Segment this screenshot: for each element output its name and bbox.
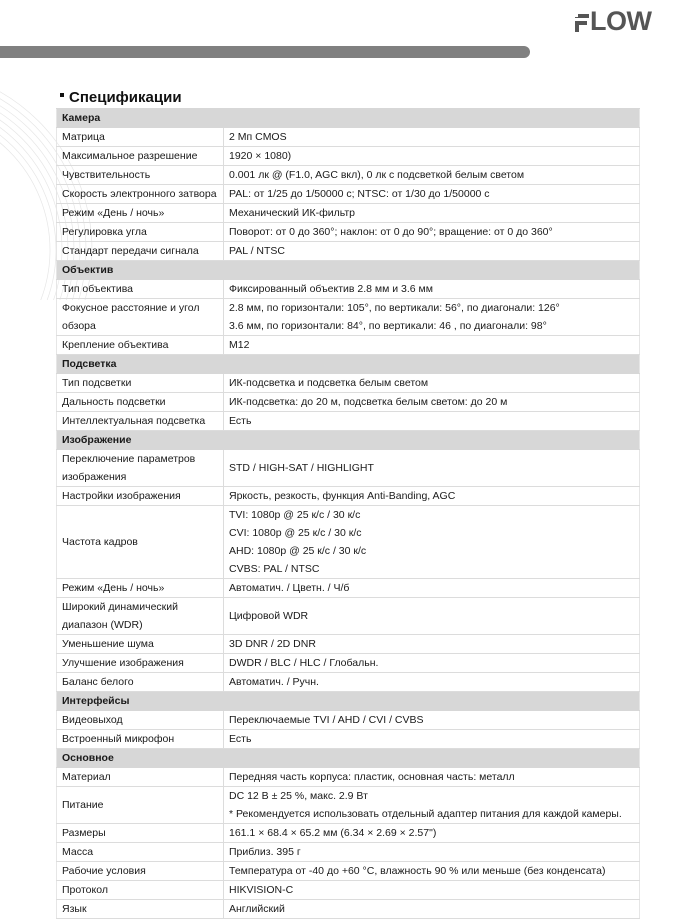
table-row	[57, 393, 640, 412]
spec-key	[57, 204, 224, 223]
spec-key-line: Режим «День / ночь»	[62, 582, 165, 594]
spec-value-line: 3D DNR / 2D DNR	[229, 638, 316, 650]
spec-key	[57, 787, 224, 824]
spec-key-line: Тип объектива	[62, 283, 134, 295]
spec-value-line: 161.1 × 68.4 × 65.2 мм (6.34 × 2.69 × 2.57")	[229, 827, 437, 839]
spec-key	[57, 450, 224, 487]
spec-key	[57, 166, 224, 185]
spec-value	[224, 579, 640, 598]
section-header	[57, 692, 640, 711]
spec-value	[224, 242, 640, 261]
spec-key-line: Настройки изображения	[62, 490, 181, 502]
table-row	[57, 147, 640, 166]
logo-mark-icon	[574, 14, 590, 32]
spec-key-line: Масса	[62, 846, 94, 858]
table-row	[57, 654, 640, 673]
spec-value	[224, 299, 640, 336]
section-header	[57, 109, 640, 128]
spec-key	[57, 673, 224, 692]
table-row	[57, 487, 640, 506]
spec-key-line: Чувствительность	[62, 169, 151, 181]
table-row	[57, 787, 640, 824]
section-title: Основное	[57, 749, 640, 768]
table-row	[57, 374, 640, 393]
spec-value	[224, 393, 640, 412]
spec-key-line: Скорость электронного затвора	[62, 188, 217, 200]
spec-key-line: Интеллектуальная подсветка	[62, 415, 206, 427]
spec-value	[224, 768, 640, 787]
spec-value-line: HIKVISION-C	[229, 884, 294, 896]
spec-key	[57, 147, 224, 166]
spec-value-line: ИК-подсветка: до 20 м, подсветка белым светом: до 20 м	[229, 396, 508, 408]
spec-value-line: Температура от -40 до +60 °C, влажность 90 % или меньше (без конденсата)	[229, 865, 606, 877]
spec-value-line: 0.001 лк @ (F1.0, AGC вкл), 0 лк с подсветкой белым светом	[229, 169, 525, 181]
spec-key-line: Крепление объектива	[62, 339, 169, 351]
spec-key	[57, 824, 224, 843]
page-title-text: Спецификации	[69, 89, 182, 106]
spec-value-line: Цифровой WDR	[229, 610, 309, 622]
spec-value	[224, 730, 640, 749]
spec-value-line: 2 Мп CMOS	[229, 131, 287, 143]
spec-value-line: M12	[229, 339, 250, 351]
spec-value	[224, 487, 640, 506]
spec-value-line: Поворот: от 0 до 360°; наклон: от 0 до 90°; вращение: от 0 до 360°	[229, 226, 553, 238]
table-row	[57, 824, 640, 843]
spec-key-line: Протокол	[62, 884, 108, 896]
spec-key	[57, 299, 224, 336]
spec-value	[224, 824, 640, 843]
spec-key-line: обзора	[62, 320, 96, 332]
spec-key-line: Регулировка угла	[62, 226, 147, 238]
spec-key-line: Улучшение изображения	[62, 657, 184, 669]
spec-key-line: Рабочие условия	[62, 865, 146, 877]
spec-key	[57, 506, 224, 579]
spec-key	[57, 900, 224, 919]
spec-value	[224, 450, 640, 487]
spec-key-line: Тип подсветки	[62, 377, 132, 389]
table-row	[57, 506, 640, 579]
spec-value	[224, 204, 640, 223]
spec-key	[57, 412, 224, 431]
spec-value-line: CVBS: PAL / NTSC	[229, 563, 320, 575]
spec-value	[224, 166, 640, 185]
spec-value	[224, 787, 640, 824]
spec-value	[224, 598, 640, 635]
spec-value-line: 1920 × 1080)	[229, 150, 292, 162]
spec-value-line: ИК-подсветка и подсветка белым светом	[229, 377, 429, 389]
spec-key	[57, 862, 224, 881]
table-row	[57, 336, 640, 355]
spec-key-line: Материал	[62, 771, 111, 783]
spec-key-line: Язык	[62, 903, 87, 915]
section-title: Камера	[57, 109, 640, 128]
spec-value	[224, 374, 640, 393]
page-title	[60, 88, 182, 108]
section-header	[57, 431, 640, 450]
spec-key	[57, 487, 224, 506]
spec-key-line: изображения	[62, 471, 127, 483]
table-row	[57, 579, 640, 598]
spec-value-line: Передняя часть корпуса: пластик, основная часть: металл	[229, 771, 515, 783]
spec-key-line: Режим «День / ночь»	[62, 207, 165, 219]
spec-key	[57, 280, 224, 299]
spec-key-line: Переключение параметров	[62, 453, 196, 465]
logo-text: LOW	[590, 6, 652, 36]
table-row	[57, 843, 640, 862]
spec-key-line: Широкий динамический	[62, 601, 179, 613]
spec-value-line: Яркость, резкость, функция Anti-Banding, AGC	[229, 490, 456, 502]
spec-key	[57, 598, 224, 635]
table-row	[57, 450, 640, 487]
table-row	[57, 299, 640, 336]
bullet-icon	[60, 93, 64, 97]
spec-key	[57, 579, 224, 598]
spec-key-line: Стандарт передачи сигнала	[62, 245, 199, 257]
spec-key	[57, 242, 224, 261]
spec-key	[57, 185, 224, 204]
spec-key	[57, 336, 224, 355]
spec-value-line: Есть	[229, 733, 252, 745]
spec-key-line: диапазон (WDR)	[62, 619, 143, 631]
spec-value	[224, 147, 640, 166]
table-row	[57, 280, 640, 299]
spec-value	[224, 654, 640, 673]
table-row	[57, 242, 640, 261]
spec-value-line: PAL: от 1/25 до 1/50000 с; NTSC: от 1/30 до 1/50000 с	[229, 188, 490, 200]
spec-key	[57, 768, 224, 787]
section-title: Объектив	[57, 261, 640, 280]
table-row	[57, 711, 640, 730]
spec-value	[224, 336, 640, 355]
spec-key	[57, 654, 224, 673]
spec-value-line: DWDR / BLC / HLC / Глобальн.	[229, 657, 379, 669]
spec-value-line: AHD: 1080p @ 25 к/с / 30 к/с	[229, 545, 367, 557]
spec-key-line: Максимальное разрешение	[62, 150, 198, 162]
table-row	[57, 900, 640, 919]
spec-value-line: Автоматич. / Цветн. / Ч/б	[229, 582, 350, 594]
table-row	[57, 223, 640, 242]
spec-value	[224, 862, 640, 881]
spec-key-line: Уменьшение шума	[62, 638, 154, 650]
table-row	[57, 412, 640, 431]
section-header	[57, 749, 640, 768]
spec-table	[56, 108, 640, 919]
spec-key	[57, 730, 224, 749]
spec-key	[57, 881, 224, 900]
table-row	[57, 730, 640, 749]
spec-key	[57, 223, 224, 242]
spec-value	[224, 881, 640, 900]
table-row	[57, 768, 640, 787]
spec-value-line: * Рекомендуется использовать отдельный адаптер питания для каждой камеры.	[229, 808, 622, 820]
spec-key-line: Матрица	[62, 131, 105, 143]
table-row	[57, 204, 640, 223]
spec-value	[224, 128, 640, 147]
spec-value-line: TVI: 1080p @ 25 к/с / 30 к/с	[229, 509, 361, 521]
section-header	[57, 355, 640, 374]
spec-key	[57, 843, 224, 862]
spec-key-line: Баланс белого	[62, 676, 134, 688]
section-title: Подсветка	[57, 355, 640, 374]
spec-value	[224, 711, 640, 730]
table-row	[57, 128, 640, 147]
section-title: Изображение	[57, 431, 640, 450]
spec-key	[57, 393, 224, 412]
spec-value-line: CVI: 1080p @ 25 к/с / 30 к/с	[229, 527, 362, 539]
spec-value-line: PAL / NTSC	[229, 245, 286, 257]
brand-logo	[574, 6, 656, 36]
spec-key-line: Видеовыход	[62, 714, 123, 726]
spec-key-line: Фокусное расстояние и угол	[62, 302, 200, 314]
table-row	[57, 166, 640, 185]
spec-value	[224, 506, 640, 579]
spec-key	[57, 635, 224, 654]
spec-value	[224, 280, 640, 299]
section-header	[57, 261, 640, 280]
spec-value	[224, 412, 640, 431]
section-title: Интерфейсы	[57, 692, 640, 711]
spec-key-line: Встроенный микрофон	[62, 733, 175, 745]
spec-value	[224, 635, 640, 654]
spec-value-line: DC 12 В ± 25 %, макс. 2.9 Вт	[229, 790, 368, 802]
spec-key-line: Питание	[62, 799, 104, 811]
spec-value-line: Механический ИК-фильтр	[229, 207, 355, 219]
spec-value	[224, 185, 640, 204]
spec-value	[224, 223, 640, 242]
spec-value-line: 2.8 мм, по горизонтали: 105°, по вертикали: 56°, по диагонали: 126°	[229, 302, 560, 314]
spec-value-line: STD / HIGH-SAT / HIGHLIGHT	[229, 462, 374, 474]
spec-value	[224, 843, 640, 862]
spec-value-line: Переключаемые TVI / AHD / CVI / CVBS	[229, 714, 424, 726]
header-bar	[0, 46, 530, 58]
spec-value-line: Есть	[229, 415, 252, 427]
table-row	[57, 862, 640, 881]
spec-value-line: Фиксированный объектив 2.8 мм и 3.6 мм	[229, 283, 433, 295]
spec-value	[224, 673, 640, 692]
table-row	[57, 673, 640, 692]
spec-value-line: Английский	[229, 903, 285, 915]
table-row	[57, 635, 640, 654]
table-row	[57, 881, 640, 900]
spec-value-line: Автоматич. / Ручн.	[229, 676, 319, 688]
spec-key	[57, 711, 224, 730]
spec-key-line: Размеры	[62, 827, 106, 839]
spec-key	[57, 128, 224, 147]
spec-key-line: Частота кадров	[62, 536, 138, 548]
spec-value-line: 3.6 мм, по горизонтали: 84°, по вертикали: 46 , по диагонали: 98°	[229, 320, 547, 332]
spec-value	[224, 900, 640, 919]
spec-key	[57, 374, 224, 393]
table-row	[57, 185, 640, 204]
spec-key-line: Дальность подсветки	[62, 396, 166, 408]
spec-value-line: Приблиз. 395 г	[229, 846, 301, 858]
table-row	[57, 598, 640, 635]
